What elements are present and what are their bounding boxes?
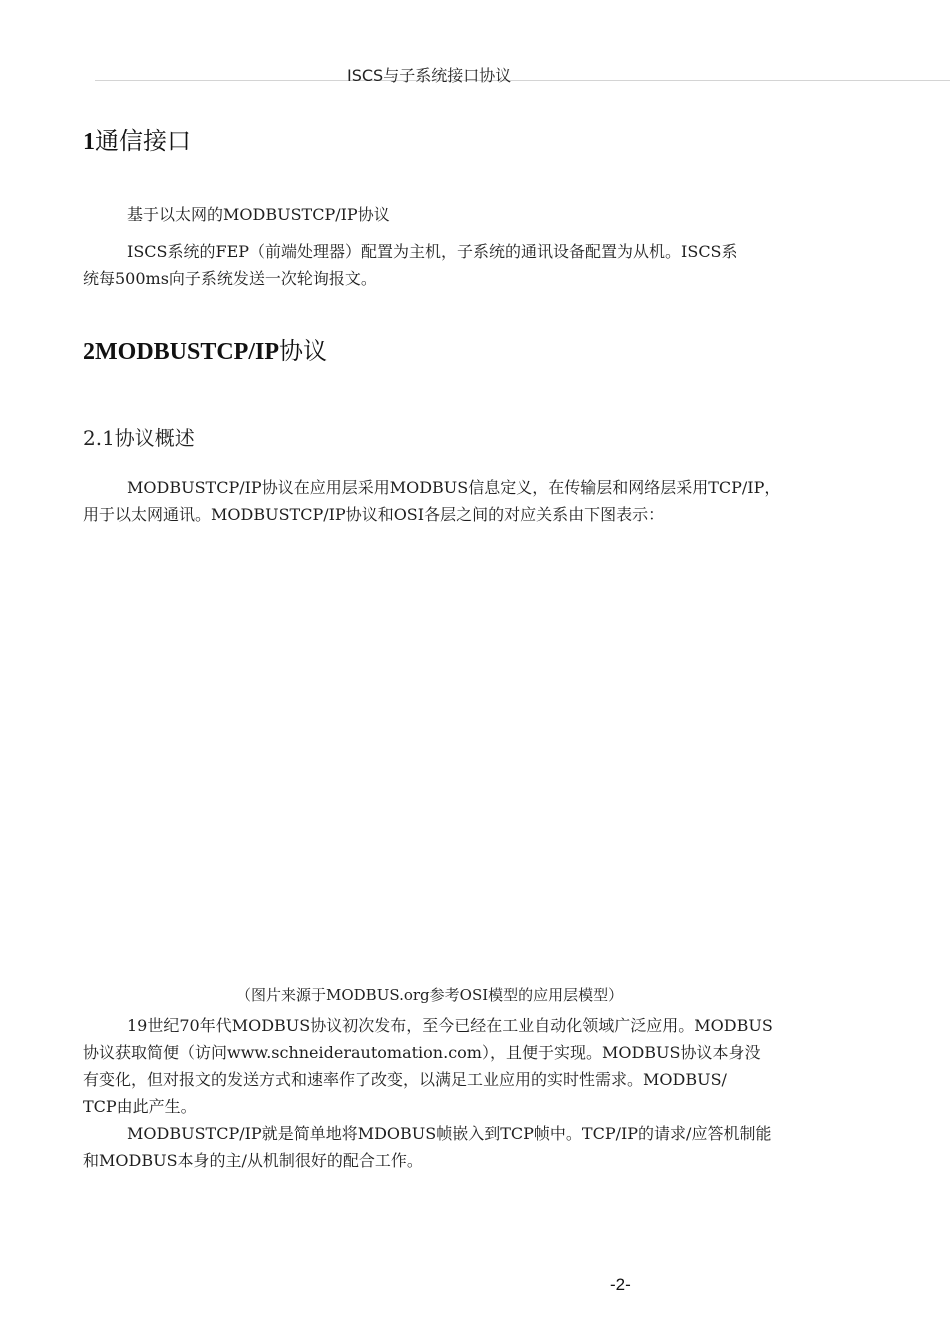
section-2-p1-line-1: MODBUSTCP/IP协议在应用层采用MODBUS信息定义，在传输层和网络层采用TCP/IP， [127, 478, 781, 497]
section-2-p2-line-2: 协议获取简便（访问www.schneiderautomation.com），且便于实现。MODBUS协议本身没 [83, 1043, 761, 1062]
section-2-p3-line-2: 和MODBUS本身的主/从机制很好的配合工作。 [83, 1151, 423, 1170]
section-2-p2-line-4: TCP由此产生。 [83, 1097, 197, 1116]
section-2-number: 2 [83, 339, 95, 365]
section-1-line-1: 基于以太网的MODBUSTCP/IP协议 [127, 205, 390, 224]
section-2-title-rest: 协议 [279, 337, 328, 365]
section-2-p2-line-1: 19世纪70年代MODBUS协议初次发布，至今已经在工业自动化领域广泛应用。MODBUS [127, 1016, 773, 1035]
osi-model-figure-placeholder [83, 540, 883, 980]
running-header: ISCS与子系统接口协议 [347, 66, 512, 85]
section-2-p2-line-3: 有变化，但对报文的发送方式和速率作了改变，以满足工业应用的实时性需求。MODBUS/ [83, 1070, 727, 1089]
section-2-p3-line-1: MODBUSTCP/IP就是简单地将MDOBUS帧嵌入到TCP帧中。TCP/IP的请求/应答机制能 [127, 1124, 772, 1143]
section-2-title-bold: MODBUSTCP/IP [95, 339, 280, 365]
section-2-heading [83, 336, 327, 367]
section-1-para-2-line-2: 统每500ms向子系统发送一次轮询报文。 [83, 269, 377, 288]
section-1-heading [83, 126, 191, 157]
section-1-number: 1 [83, 129, 95, 155]
section-1-para-2-line-1: ISCS系统的FEP（前端处理器）配置为主机，子系统的通讯设备配置为从机。ISCS系 [127, 242, 738, 261]
section-1-title: 通信接口 [95, 127, 191, 155]
page-number: -2- [610, 1275, 631, 1294]
section-2-p1-line-2: 用于以太网通讯。MODBUSTCP/IP协议和OSI各层之间的对应关系由下图表示： [83, 505, 665, 524]
subsection-2-1-heading: 2.1协议概述 [83, 426, 195, 450]
figure-caption: （图片来源于MODBUS.org参考OSI模型的应用层模型） [236, 986, 624, 1004]
